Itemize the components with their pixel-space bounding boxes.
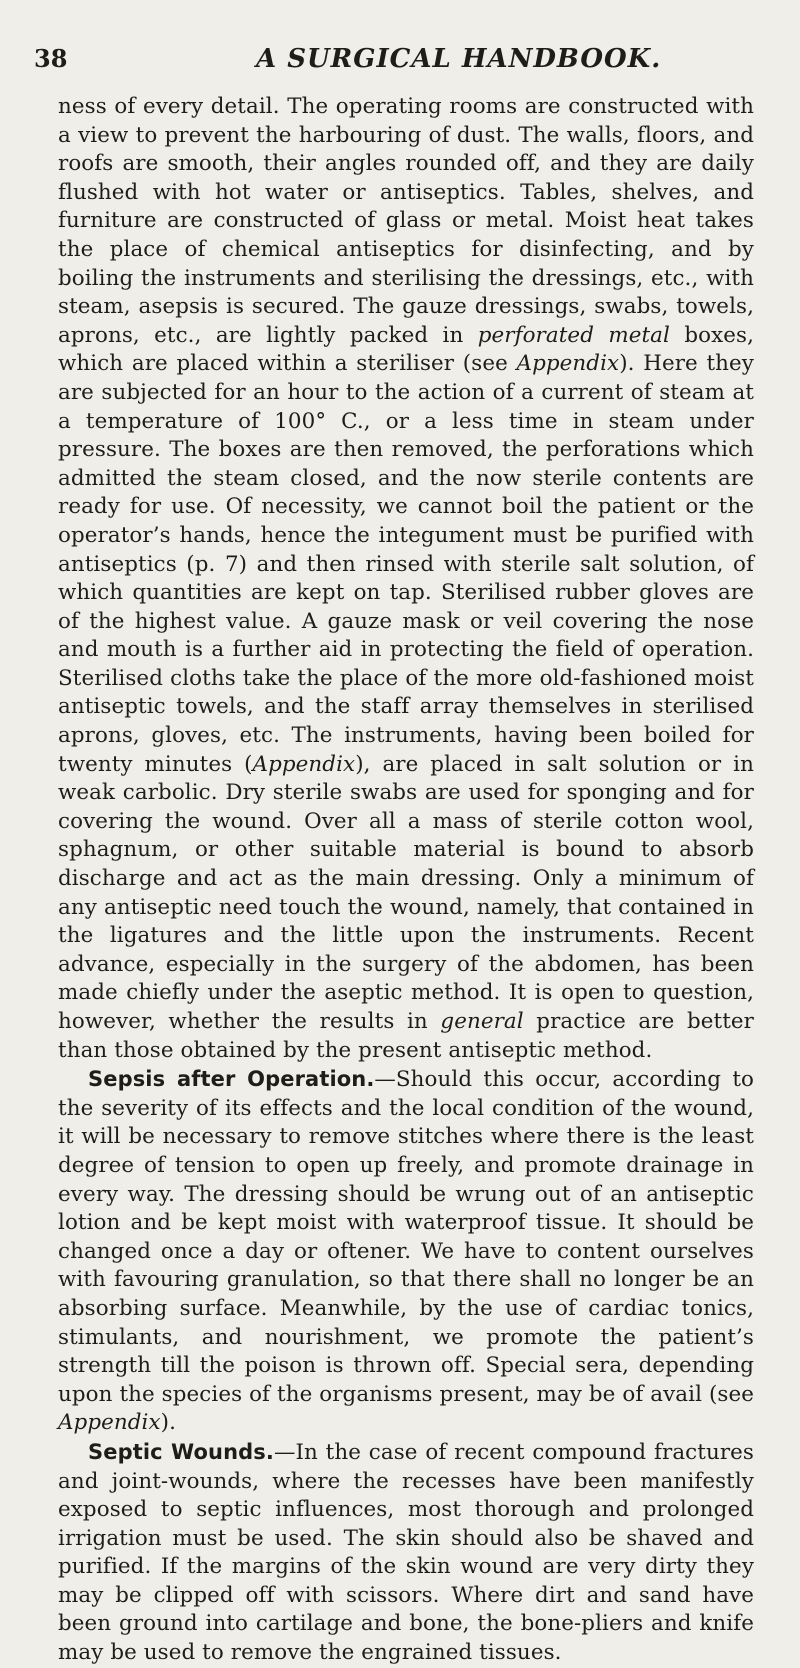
text-segment: boxes, which are placed within a steriliser (see [58,322,754,377]
text-segment: —In the case of recent compound fractures and joint-wounds, where the recesses have been manifestly exposed to septic influences, most thorough and prolonged irrigation must be used. The skin should also be shaved and purified. If the margins of the skin wound are very dirty they may be clipped off with scissors. Where dirt and sand have been ground into cartilage and bone, the bone-pliers and knife may be used to remove the engrained tissues. [58,1439,754,1666]
text-segment: ness of every detail. The operating rooms are constructed with a view to prevent the harbouring of dust. The walls, floors, and roofs are smooth, their angles rounded off, and they are daily flushed with hot water or antiseptics. Tables, shelves, and furniture are constructed of glass or metal. Moist heat takes the place of chemical antiseptics for disinfecting, and by boiling the instruments and sterilising the dressings, etc., with steam, asepsis is secured. The gauze dressings, swabs, towels, aprons, etc., are lightly packed in [58,94,754,348]
appendix-reference: Appendix [252,751,356,777]
paragraph-sepsis-after-operation [58,1065,754,1438]
section-heading-sepsis-after-operation: Sepsis after Operation. [88,1067,375,1092]
italic-text: perforated metal [477,322,670,348]
text-segment: —Should this occur, according to the severity of its effects and the local condition of the wound, it will be necessary to remove stitches where there is the least degree of tension to open up freely, and promote drainage in every way. The dressing should be wrung out of an antiseptic lotion and be kept moist with waterproof tissue. It should be changed once a day or oftener. We have to content ourselves with favouring granulation, so that there shall no longer be an absorbing surface. Meanwhile, by the use of cardiac tonics, stimulants, and nourishment, we promote the patient’s strength till the poison is thrown off. Special sera, depending upon the species of the organisms present, may be of avail (see [58,1067,754,1407]
text-segment: ), are placed in salt solution or in weak carbolic. Dry sterile swabs are used for sponging and for covering the wound. Over all a mass of sterile cotton wool, sphagnum, or other suitable material is bound to absorb discharge and act as the main dressing. Only a minimum of any antiseptic need touch the wound, namely, that contained in the ligatures and the little upon the instruments. Recent advance, especially in the surgery of the abdomen, has been made chiefly under the aseptic method. It is open to question, however, whether the results in [58,751,754,1034]
italic-text: general [440,1009,524,1034]
running-title: A SURGICAL HANDBOOK. [256,44,662,74]
page-number: 38 [34,44,68,73]
appendix-reference: Appendix [58,1410,161,1436]
body-text [58,93,754,1668]
text-segment: ). [160,1410,177,1436]
running-head [34,44,754,78]
appendix-reference: Appendix [516,351,620,377]
text-segment: practice are better than those obtained by the present antiseptic method. [58,1009,754,1063]
paragraph-septic-wounds [58,1438,754,1668]
paragraph-asepsis [58,93,754,1065]
section-heading-septic-wounds: Septic Wounds. [88,1439,274,1464]
text-segment: ). Here they are subjected for an hour to the action of a current of steam at a temperature of 100° C., or a less time in steam under pressure. The boxes are then removed, the perforations which admitted the steam closed, and the now sterile contents are ready for use. Of necessity, we cannot boil the patient or the operator’s hands, hence the integument must be purified with antiseptics (p. 7) and then rinsed with sterile salt solution, of which quantities are kept on tap. Sterilised rubber gloves are of the highest value. A gauze mask or veil covering the nose and mouth is a further aid in protecting the field of operation. Sterilised cloths take the place of the more old-fashioned moist antiseptic towels, and the staff array themselves in sterilised aprons, gloves, etc. The instruments, having been boiled for twenty minutes ( [58,351,754,777]
